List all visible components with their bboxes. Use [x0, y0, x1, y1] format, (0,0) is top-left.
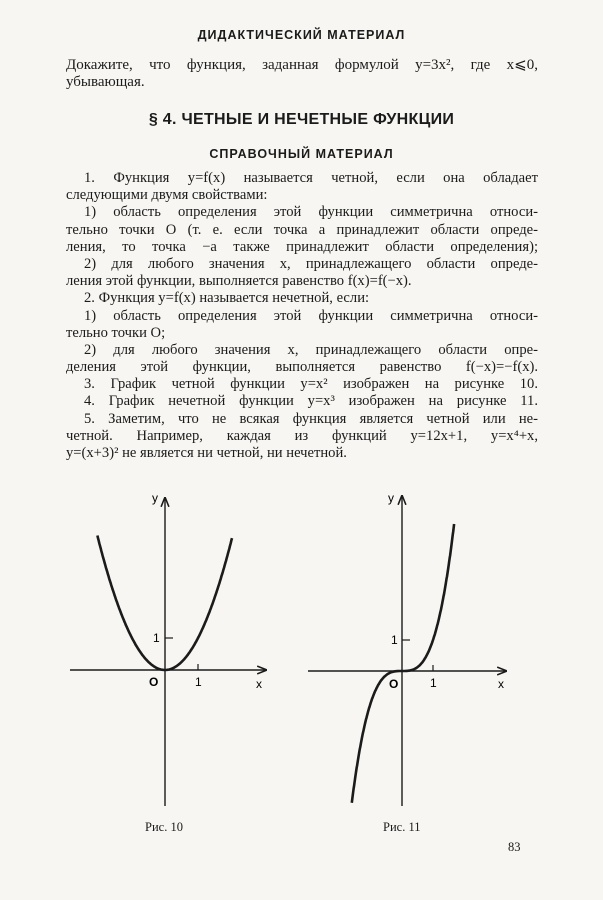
origin-label: O [149, 675, 159, 689]
figure-11-graph [302, 488, 522, 808]
section-title: § 4. ЧЕТНЫЕ И НЕЧЕТНЫЕ ФУНКЦИИ [148, 111, 455, 128]
text-line: 2. Функция y=f(x) называется нечетной, если: [84, 290, 370, 307]
text-line: 1. Функция y=f(x) называется четной, если она обладает [84, 170, 538, 186]
text-line: ления этой функции, выполняется равенство f(x)=f(−x). [66, 273, 412, 290]
cubic-curve [352, 524, 454, 803]
text-line: четной. Например, каждая из функций y=12x+1, y=x⁴+x, [66, 427, 538, 444]
text-line: 1) область определения этой функции симметрична относи- [84, 307, 538, 324]
x-tick-label: 1 [195, 675, 202, 689]
text-line: y=(x+3)² не является ни четной, ни нечетной. [66, 445, 347, 461]
exercise-line-2: убывающая. [66, 74, 145, 91]
subheader-reference-material: СПРАВОЧНЫЙ МАТЕРИАЛ [209, 147, 394, 161]
y-axis-label: y [388, 491, 394, 505]
text-line: следующими двумя свойствами: [66, 187, 268, 204]
x-axis-label: x [498, 677, 504, 691]
text-line: 4. График нечетной функции y=x³ изображен на рисунке 11. [84, 393, 538, 410]
exercise-paragraph [66, 56, 538, 90]
text-line: 2) для любого значения x, принадлежащего области опреде- [84, 255, 538, 272]
x-tick-label: 1 [430, 676, 437, 690]
x-axis-label: x [256, 677, 262, 691]
figure-10-graph [60, 488, 280, 808]
reference-text [66, 170, 538, 462]
origin-label: O [389, 677, 399, 691]
text-line: 1) область определения этой функции симметрична относи- [84, 204, 538, 221]
header-didactic-material: ДИДАКТИЧЕСКИЙ МАТЕРИАЛ [197, 28, 406, 42]
caption-fig-11: Рис. 11 [383, 820, 421, 834]
text-line: 5. Заметим, что не всякая функция является четной или не- [84, 410, 538, 427]
text-line: тельно точки O; [66, 324, 166, 341]
text-line: 3. График четной функции y=x² изображен на рисунке 10. [84, 376, 538, 393]
text-line: 2) для любого значения x, принадлежащего области опре- [84, 341, 538, 358]
exercise-line-1: Докажите, что функция, заданная формулой y=3x², где x⩽0, [66, 57, 538, 73]
y-axis-label: y [152, 491, 158, 505]
figure-10 [60, 488, 280, 808]
text-line: деления этой функции, выполняется равенство f(−x)=−f(x). [66, 359, 538, 376]
page-number: 83 [508, 840, 521, 854]
figure-11 [302, 488, 522, 808]
text-line: ления, то точка −a также принадлежит области определения); [66, 238, 538, 255]
caption-fig-10: Рис. 10 [145, 820, 183, 834]
text-line: тельно точки O (т. е. если точка a принадлежит области опреде- [66, 221, 538, 238]
y-tick-label: 1 [391, 633, 398, 647]
y-tick-label: 1 [153, 631, 160, 645]
